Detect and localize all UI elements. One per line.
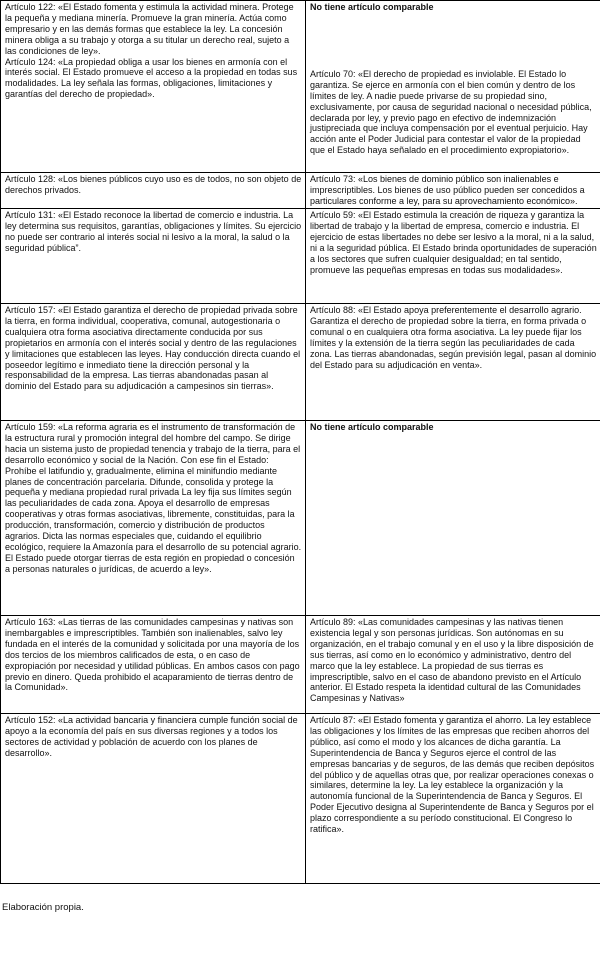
source-note: Elaboración propia. [2,902,84,913]
article-text: Artículo 157: «El Estado garantiza el derecho de propiedad privada sobre la tierra, en forma individual, cooperativa, comunal, autogestionaria o cualquiera otra forma asociativa directamente conducida por sus propietarios en armonía con el interés social y dentro de las regulaciones y limitaciones que establecen las leyes. Hay conducción directa cuando el poseedor legítimo e inmediato tiene la dirección personal y la responsabilidad de la empresa. Las tierras abandonadas pasan al dominio del Estado para su adjudicación a campesinos sin tierras». [5,305,301,392]
no-comparable-note: No tiene artículo comparable [310,422,434,432]
table-cell-1979 [1,1,306,173]
table-cell-1993 [306,714,600,884]
table-cell-1993 [306,1,600,173]
table-row [1,173,600,209]
article-text: Artículo 70: «El derecho de propiedad es inviolable. El Estado lo garantiza. Se ejerce en armonía con el bien común y dentro de los límites de ley. A nadie puede privarse de su propiedad sino, exclusivamente, por causa de seguridad nacional o necesidad pública, declarada por ley, y previo pago en efectivo de indemnización justipreciada que incluya compensación por el eventual perjuicio. Hay acción ante el Poder Judicial para contestar el valor de la propiedad que el Estado haya señalado en el procedimiento expropiatorio». [310,68,592,156]
article-text: Artículo 59: «El Estado estimula la creación de riqueza y garantiza la libertad de trabajo y la libertad de empresa, comercio e industria. El ejercicio de estas libertades no debe ser lesivo a la moral, ni a la salud, ni a la seguridad pública. El Estado brinda oportunidades de superación a los sectores que sufren cualquier desigualdad; en tal sentido, promueve las pequeñas empresas en todas sus modalidades». [310,210,597,275]
article-text: Artículo 73: «Los bienes de dominio público son inalienables e imprescriptibles. Los bienes de uso público pueden ser concedidos a particulares conforme a ley, para su aprovechamiento económico». [310,174,585,206]
table-row [1,421,600,616]
table-cell-1993 [306,304,600,421]
table-cell-1979 [1,304,306,421]
table-cell-1979 [1,173,306,209]
table-cell-1979 [1,421,306,616]
article-text: Artículo 87: «El Estado fomenta y garantiza el ahorro. La ley establece las obligaciones y los límites de las empresas que reciben ahorros del público, así como el modo y los alcances de dicha garantía. La Superintendencia de Banca y Seguros ejerce el control de las empresas bancarias y de seguros, de las demás que reciben depósitos del público y de aquellas otras que, por realizar operaciones conexas o similares, determine la ley. La ley establece la organización y la autonomía funcional de la Superintendencia de Banca y Seguros. El Poder Ejecutivo designa al Superintendente de Banca y Seguros por el plazo correspondiente a su período constitucional. El Congreso lo ratifica». [310,715,595,835]
no-comparable-note: No tiene artículo comparable [310,2,434,12]
article-text: Artículo 122: «El Estado fomenta y estimula la actividad minera. Protege la pequeña y mediana minería. Promueve la gran minería. Actúa como empresario y en las demás formas que establece la ley. La concesión minera obliga a su trabajo y otorga a su titular un derecho real, sujeto a las condiciones de ley». [5,2,294,56]
table-cell-1993 [306,616,600,714]
article-text: Artículo 124: «La propiedad obliga a usar los bienes en armonía con el interés social. El Estado promueve el acceso a la propiedad en todas sus modalidades. La ley señala las formas, obligaciones, limitaciones y garantías del derecho de propiedad». [5,56,298,100]
article-text: Artículo 131: «El Estado reconoce la libertad de comercio e industria. La ley determina sus requisitos, garantías, obligaciones y límites. Su ejercicio no puede ser contrario al interés social ni lesivo a la moral, la salud o la seguridad pública”. [5,210,302,253]
table-cell-1979 [1,616,306,714]
table-cell-1979 [1,714,306,884]
table-row [1,1,600,173]
article-text: Artículo 128: «Los bienes públicos cuyo uso es de todos, no son objeto de derechos privados. [5,174,302,195]
article-text: Artículo 88: «El Estado apoya preferentemente el desarrollo agrario. Garantiza el derecho de propiedad sobre la tierra, en forma privada o comunal o en cualquiera otra forma asociativa. La ley puede fijar los límites y la extensión de la tierra según las peculiaridades de cada zona. Las tierras abandonadas, según previsión legal, pasan al dominio del Estado para su adjudicación en venta». [310,305,597,370]
article-text: Artículo 89: «Las comunidades campesinas y las nativas tienen existencia legal y son personas jurídicas. Son autónomas en su organización, en el trabajo comunal y en el uso y la libre disposición de sus tierras, así como en lo económico y administrativo, dentro del marco que la ley establece. La propiedad de sus tierras es imprescriptible, salvo en el caso de abandono previsto en el Artículo anterior. El Estado respeta la identidad cultural de las Comunidades Campesinas y Nativas» [310,617,594,704]
table-row [1,616,600,714]
article-text: Artículo 163: «Las tierras de las comunidades campesinas y nativas son inembargables e imprescriptibles. También son inalienables, salvo ley fundada en el interés de la comunidad y solicitada por una mayoría de los dos tercios de los miembros calificados de esta, o en caso de expropiación por necesidad y utilidad públicas. En ambos casos con pago previo en dinero. Queda prohibido el acaparamiento de tierras dentro de la Comunidad». [5,617,300,693]
table-cell-1993 [306,421,600,616]
article-text: Artículo 152: «La actividad bancaria y financiera cumple función social de apoyo a la economía del país en sus diversas regiones y a todos los sectores de actividad y población de acuerdo con los planes de desarrollo». [5,715,298,758]
table-row [1,714,600,884]
table-cell-1979 [1,209,306,304]
table-row [1,304,600,421]
table-cell-1993 [306,173,600,209]
table-row [1,209,600,304]
article-text: Artículo 159: «La reforma agraria es el instrumento de transformación de la estructura rural y promoción integral del hombre del campo. Se dirige hacia un sistema justo de propiedad tenencia y trabajo de la tierra, para el desarrollo económico y social de la Nación. Con ese fin el Estado: Prohíbe el latifundio y, gradualmente, elimina el minifundio mediante planes de concentración parcelaria. Difunde, consolida y protege la pequeña y mediana propiedad rural privada La ley fija sus límites según las peculiaridades de cada zona. Apoya el desarrollo de empresas cooperativas y otras formas asociativas, libremente, constituidas, para la producción, transformación, comercio y distribución de productos agrarios. Dicta las normas especiales que, cuidando el equilibrio ecológico, requiere la Amazonía para el desarrollo de su potencial agrario. El Estado puede otorgar tierras de esta región en propiedad o concesión a personas naturales o jurídicas, de acuerdo a ley». [5,422,302,574]
table-cell-1993 [306,209,600,304]
spacer [310,13,597,21]
